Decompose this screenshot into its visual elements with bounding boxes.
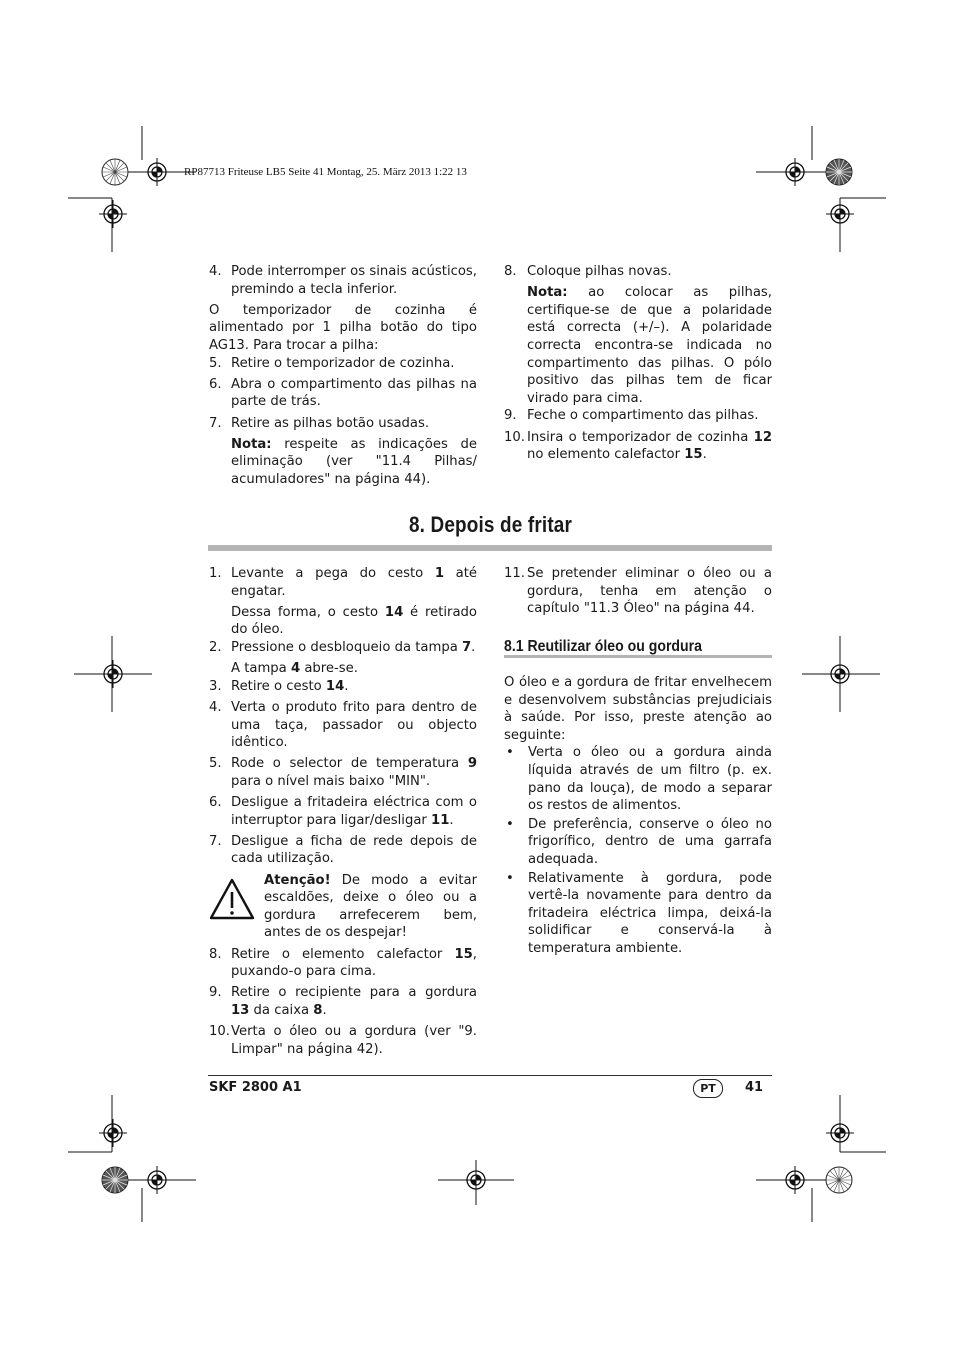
subsection-heading: 8.1 Reutilizar óleo ou gordura <box>504 638 702 656</box>
list-item <box>504 263 772 281</box>
text-run: . <box>702 447 707 463</box>
item-number: 11. <box>504 566 525 581</box>
item-number: 9. <box>504 408 517 424</box>
text-run: Levante a pega do cesto <box>231 566 435 581</box>
note <box>231 436 477 489</box>
steps-left-column <box>209 565 477 1062</box>
warning-triangle-icon <box>209 878 255 920</box>
warning-icon-wrap <box>209 872 264 942</box>
list-item <box>209 376 477 411</box>
warning-block <box>209 872 477 942</box>
list-item <box>209 639 477 657</box>
steps-right-column <box>504 565 772 958</box>
item-number: 4. <box>209 699 222 715</box>
registration-mark-icon <box>99 1119 127 1147</box>
list-item <box>209 678 477 696</box>
text-run: no elemento calefactor <box>527 447 685 463</box>
bullet-text: Relativamente à gordura, pode vertê-la novamente para dentro da fritadeira eléctrica limpa, deixá-la solidificar e conservá-la à temperatura ambiente. <box>528 870 772 956</box>
item-text: Abra o compartimento das pilhas na parte de trás. <box>231 376 477 410</box>
title-rule <box>208 545 772 551</box>
text-run: Insira o temporizador de cozinha <box>527 429 754 445</box>
color-target-icon <box>102 1167 128 1193</box>
bullet-item <box>504 816 772 869</box>
item-number: 3. <box>209 678 222 694</box>
part-number: 14 <box>325 678 345 694</box>
item-number: 10. <box>209 1024 230 1040</box>
item-text: Verta o óleo ou a gordura (ver "9. Limpar" na página 42). <box>231 1024 477 1057</box>
model-number: SKF 2800 A1 <box>209 1080 302 1095</box>
text-run: . <box>344 678 349 694</box>
bullet-dot: • <box>506 816 514 832</box>
item-text: Retire o temporizador de cozinha. <box>231 355 455 371</box>
item-number: 8. <box>504 264 517 279</box>
text-run: Desligue a fritadeira eléctrica com o interruptor para ligar/desligar <box>231 795 477 828</box>
item-text <box>231 755 477 790</box>
item-number: 5. <box>209 756 222 772</box>
item-text: Feche o compartimento das pilhas. <box>527 408 759 424</box>
note-label: Nota: <box>231 436 272 452</box>
list-item <box>209 794 477 829</box>
bullet-dot: • <box>506 870 514 886</box>
note <box>527 284 772 407</box>
registration-mark-icon <box>99 200 127 228</box>
text-run: Retire o recipiente para a gordura <box>231 985 477 1001</box>
color-target-icon <box>826 159 852 185</box>
part-number: 15 <box>454 946 473 962</box>
spacer <box>504 621 772 638</box>
list-item <box>209 565 477 600</box>
text-run: . <box>322 1003 327 1018</box>
list-item <box>209 355 477 373</box>
text-run: Retire o elemento calefactor <box>231 946 455 962</box>
bullet-item <box>504 870 772 958</box>
text-run: . <box>449 812 454 828</box>
item-text <box>231 639 477 657</box>
list-item <box>209 833 477 868</box>
language-badge: PT <box>693 1079 723 1098</box>
text-run: De modo a evitar escaldões, deixe o óleo ou a gordura arrefecerem bem, antes de os despejar! <box>264 872 477 941</box>
part-number: 8 <box>313 1003 323 1018</box>
part-number: 12 <box>753 429 772 445</box>
text-run: . <box>471 639 476 655</box>
note-text: respeite as indicações de eliminação (ver "11.4 Pilhas/ acumuladores" na página 44). <box>231 436 477 487</box>
part-number: 13 <box>231 1003 250 1018</box>
page-number: 41 <box>745 1080 764 1095</box>
top-left-column <box>209 263 477 489</box>
item-number: 8. <box>209 946 222 962</box>
top-right-column <box>504 263 772 467</box>
item-text: Verta o produto frito para dentro de uma taça, passador ou objecto idêntico. <box>231 699 477 751</box>
bullet-dot: • <box>506 745 514 761</box>
part-number: 1 <box>434 566 444 581</box>
warning-label: Atenção! <box>264 872 331 888</box>
text-run: Rode o selector de temperatura <box>231 756 468 772</box>
item-number: 7. <box>209 415 222 431</box>
item-text: Se pretender eliminar o óleo ou a gordura, tenha em atenção o capítulo "11.3 Óleo" na página 44. <box>527 566 772 617</box>
item-text <box>231 984 477 1019</box>
part-number: 14 <box>384 604 404 620</box>
footer-rule <box>208 1075 772 1076</box>
color-target-icon <box>102 159 128 185</box>
item-number: 6. <box>209 795 222 811</box>
text-run: da caixa <box>249 1003 314 1018</box>
item-text <box>231 946 477 981</box>
subsection-rule <box>504 655 772 658</box>
item-number: 4. <box>209 264 222 279</box>
warning-text <box>264 872 477 942</box>
text-run: até engatar. <box>231 566 477 599</box>
text-run: Pressione o desbloqueio da tampa <box>231 639 462 655</box>
list-item <box>504 429 772 464</box>
item-number: 9. <box>209 985 222 1001</box>
text-run: , puxando-o para cima. <box>231 946 477 980</box>
step-result <box>231 604 477 639</box>
list-item <box>504 565 772 618</box>
item-text: Retire as pilhas botão usadas. <box>231 415 430 431</box>
text-run: A tampa <box>231 661 291 677</box>
item-number: 7. <box>209 833 222 849</box>
list-item <box>209 699 477 752</box>
part-number: 7 <box>461 639 472 655</box>
item-text: Pode interromper os sinais acústicos, premindo a tecla inferior. <box>231 264 477 297</box>
item-text: Desligue a ficha de rede depois de cada utilização. <box>231 833 477 867</box>
part-number: 4 <box>290 661 301 677</box>
step-result <box>231 660 477 678</box>
item-number: 5. <box>209 355 222 371</box>
part-number: 11 <box>431 812 450 828</box>
registration-mark-icon <box>826 1119 854 1147</box>
print-slug: RP87713 Friteuse LB5 Seite 41 Montag, 25. März 2013 1:22 13 <box>184 166 467 178</box>
list-item <box>209 755 477 790</box>
item-number: 10. <box>504 429 525 445</box>
part-number: 9 <box>467 756 477 772</box>
text-run: é retirado do óleo. <box>231 604 477 638</box>
list-item <box>209 984 477 1019</box>
text-run: abre-se. <box>300 661 358 677</box>
list-item <box>209 946 477 981</box>
item-number: 6. <box>209 376 222 392</box>
note-label: Nota: <box>527 285 568 301</box>
bullet-item <box>504 744 772 814</box>
note-text: ao colocar as pilhas, certifique-se de que a polaridade está correcta (+/–). A polaridade correcta encontra-se indicada no compartimento das pilhas. O pólo positivo das pilhas tem de ficar virado para cima. <box>527 285 772 406</box>
list-item <box>209 1023 477 1058</box>
bullet-text: Verta o óleo ou a gordura ainda líquida através de um filtro (p. ex. pano da louça), de modo a separar os restos de alimentos. <box>528 745 772 814</box>
color-target-icon <box>826 1167 852 1193</box>
part-number: 15 <box>684 447 703 463</box>
registration-mark-icon <box>826 200 854 228</box>
list-item <box>209 415 477 433</box>
item-text <box>231 794 477 829</box>
spacer <box>504 656 772 674</box>
battery-paragraph: O temporizador de cozinha é alimentado por 1 pilha botão do tipo AG13. Para trocar a pilha: <box>209 302 477 353</box>
text-run: Retire o cesto <box>231 678 326 694</box>
item-number: 2. <box>209 639 222 655</box>
intro-paragraph: O óleo e a gordura de fritar envelhecem e desenvolvem substâncias prejudiciais à saúde. Por isso, preste atenção ao seguinte: <box>504 674 772 743</box>
item-text <box>527 429 772 464</box>
section-title: 8. Depois de fritar <box>408 512 573 537</box>
list-item <box>504 407 772 425</box>
item-number: 1. <box>209 566 222 581</box>
item-text: Coloque pilhas novas. <box>527 264 672 279</box>
item-text <box>231 565 477 600</box>
list-item <box>209 263 477 298</box>
text-run: Dessa forma, o cesto <box>231 604 385 620</box>
text-run: para o nível mais baixo "MIN". <box>231 773 431 789</box>
bullet-text: De preferência, conserve o óleo no frigorífico, dentro de uma garrafa adequada. <box>528 816 772 867</box>
item-text <box>231 678 477 696</box>
